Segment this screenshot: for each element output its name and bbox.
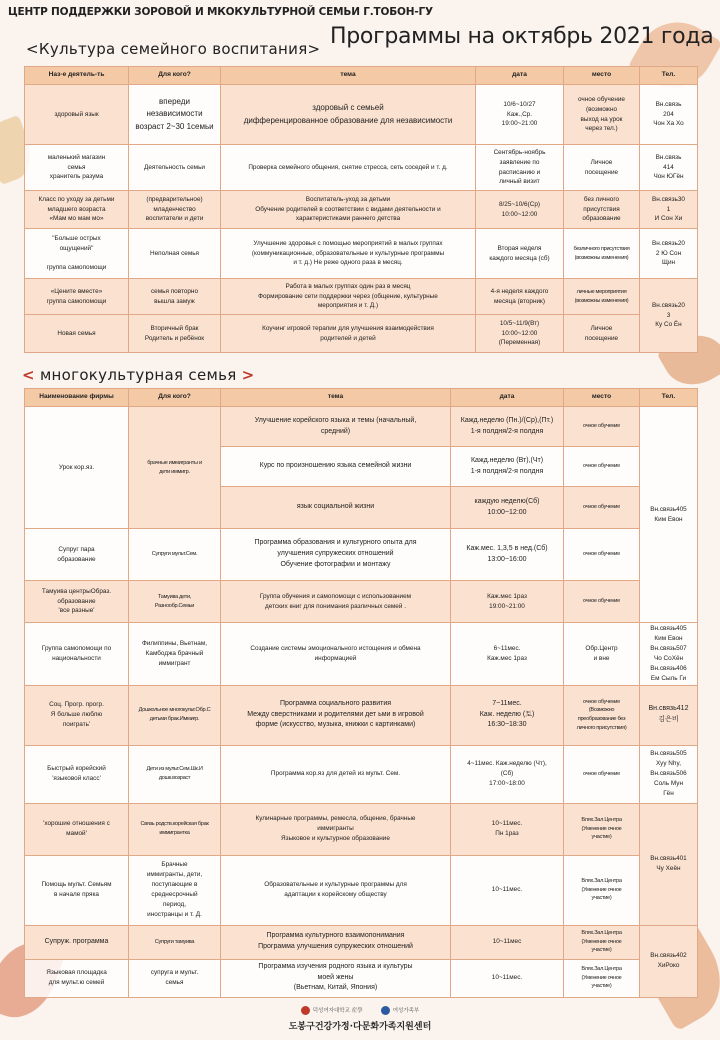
program-place: очное обучение [564, 407, 640, 447]
program-date: 10~11мес [451, 925, 564, 959]
target-group: Вторичный брак Родитель и ребёнок [129, 315, 221, 353]
program-date: 10~11мес. [451, 855, 564, 925]
ministry-logo [381, 1006, 420, 1015]
target-group: семья повторно вышла замуж [129, 279, 221, 315]
program-name: Супруж. программа [25, 925, 129, 959]
program-place: очное обучение [564, 447, 640, 487]
target-group: впереди независимости возраст 2~30 1семьи [129, 85, 221, 145]
program-name: здоровый язык [25, 85, 129, 145]
contact-tel: Вн.связь412 김은비 [640, 685, 698, 745]
program-place: Обр.Центр и вне [564, 623, 640, 686]
program-name: "Больше острых ощущений" группа самопомощи [25, 229, 129, 279]
center-name: 도봉구건강가정·다문화가족지원센터 [288, 1022, 432, 1032]
target-group: Дети из мульт.Сем.Шк.И дошк.возраст [129, 745, 221, 803]
program-name: Супруг пара образование [25, 529, 129, 581]
program-place: очное обучение [564, 581, 640, 623]
program-name: маленький магазин семья хранитель разума [25, 145, 129, 191]
program-place: очное обучение [564, 745, 640, 803]
contact-tel: Вн.связь20 2 Ю Сон Щин [640, 229, 698, 279]
university-logo [301, 1006, 363, 1015]
program-topic: Образовательные и культурные программы для адаптации к корейскому обществу [221, 855, 451, 925]
program-name: Соц. Прогр. прогр. Я больше люблю поиграть' [25, 685, 129, 745]
program-topic: Коучинг игровой терапии для улучшения взаимодействия родителей и детей [221, 315, 476, 353]
contact-tel: Вн.связь405 Ким Евон [640, 407, 698, 623]
ministry-emblem-icon [381, 1006, 390, 1015]
program-place: безличного присутствия (возможны изменения) [564, 229, 640, 279]
program-date: каждую неделю(Сб) 10:00~12:00 [451, 487, 564, 529]
program-name: Тамуива центрыОбраз. образование 'все разные' [25, 581, 129, 623]
header-cell: Тел. [640, 67, 698, 85]
target-group: Брачные иммигранты, дети, поступающие в среднесрочный период, иностранцы и т. Д. [129, 855, 221, 925]
program-name: Новая семья [25, 315, 129, 353]
program-date: 10/5~11/9(Вт) 10:00~12:00 (Переменная) [476, 315, 564, 353]
contact-tel: Вн.связь 414 Чон ЮГён [640, 145, 698, 191]
program-name: Группа самопомощи по национальности [25, 623, 129, 686]
program-place: очное обучение [564, 487, 640, 529]
header-cell: дата [451, 389, 564, 407]
table-row [25, 229, 698, 279]
header-cell: Наз-е деятель-ть [25, 67, 129, 85]
table-row [25, 685, 698, 745]
table-row [25, 407, 698, 447]
section-title-multicultural-family [22, 366, 255, 384]
program-name: «Цените вместе» группа самопомощи [25, 279, 129, 315]
program-name: Класс по уходу за детьми младшего возраста «Мам мо мам мо» [25, 191, 129, 229]
program-place: очное обучение (возможно выход на урок через тел.) [564, 85, 640, 145]
footer-logos [0, 1006, 720, 1015]
header-cell: дата [476, 67, 564, 85]
program-topic: Программа социального развития Между сверстниками и родителями дет ьми в игровой форме (искусство, музыка, книжки с картинками) [221, 685, 451, 745]
program-place: Влях.Зал.Центра (Уменение очное участие) [564, 959, 640, 997]
program-place: Личное посещение [564, 145, 640, 191]
program-date: 10~11мес. Пн 1раз [451, 803, 564, 855]
family-culture-table [24, 66, 698, 353]
program-date: Кажд.неделю (Пн.)/(Ср),(Пт.) 1-я полдня/2-я полдня [451, 407, 564, 447]
program-date: Каж.мес. 1,3,5 в нед.(Сб) 13:00~16:00 [451, 529, 564, 581]
target-group: Супруги тамуива [129, 925, 221, 959]
program-place: без личного присутствия образование [564, 191, 640, 229]
table-row [25, 191, 698, 229]
target-group: Дошкольное многокульт.Обр.С детьми брак.Иммигр. [129, 685, 221, 745]
table-row [25, 623, 698, 686]
target-group: брачные иммигранты и дети иммигр. [129, 407, 221, 529]
header-cell: Наименование фирмы [25, 389, 129, 407]
program-date: 10~11мес. [451, 959, 564, 997]
table-row [25, 529, 698, 581]
target-group: супруга и мульт. семья [129, 959, 221, 997]
multicultural-family-table [24, 388, 698, 998]
program-topic: Кулинарные программы, ремесла, общение, брачные иммигранты Языковое и культурное образование [221, 803, 451, 855]
table-row [25, 745, 698, 803]
target-group: Супруги мульт.Сем. [129, 529, 221, 581]
contact-tel: Вн.связь 204 Чон Ха Хо [640, 85, 698, 145]
university-emblem-icon [301, 1006, 310, 1015]
section-bracket: > [241, 366, 255, 384]
table-row [25, 85, 698, 145]
program-place: личные мероприятия (возможны изменения) [564, 279, 640, 315]
program-name: Быстрый корейский 'языковой класс' [25, 745, 129, 803]
program-topic: Программа изучения родного языка и культуры моей жены (Вьетнам, Китай, Япония) [221, 959, 451, 997]
section-title-family-culture: <Культура семейного воспитания> [26, 40, 321, 58]
program-date: 4-я неделя каждого месяца (вторник) [476, 279, 564, 315]
header-cell: место [564, 389, 640, 407]
header-cell: тема [221, 389, 451, 407]
program-date: 10/6~10/27 Каж.,Ср. 19:00~21:00 [476, 85, 564, 145]
table-row [25, 581, 698, 623]
program-topic: здоровый с семьей дифференцированное образование для независимости [221, 85, 476, 145]
contact-tel: Вн.связь402 ХиРоко [640, 925, 698, 997]
target-group: Филиппины, Вьетнам, Камбоджа брачный иммигрант [129, 623, 221, 686]
program-date: Кажд.неделю (Вт),(Чт) 1-я полдня/2-я полдня [451, 447, 564, 487]
header-cell: место [564, 67, 640, 85]
program-place: Влях.Зал.Центра (Уменение очное участие) [564, 803, 640, 855]
program-topic: язык социальной жизни [221, 487, 451, 529]
program-date: 4~11мес. Каж.неделю (Чт), (Сб) 17:00~18:00 [451, 745, 564, 803]
target-group: Связь родств.корейская брак иммигрантка [129, 803, 221, 855]
table-row [25, 315, 698, 353]
program-date: 6~11мес. Каж.мес 1раз [451, 623, 564, 686]
program-date: Сентябрь-ноябрь заявление по расписанию и личный визит [476, 145, 564, 191]
contact-tel: Вн.связь505 Хуу Nhy, Вн.связь506 Соль Мун Гён [640, 745, 698, 803]
program-topic: Создание системы эмоционального истощения и обмена информацией [221, 623, 451, 686]
program-name: Помощь мульт. Семьям в начале пряка [25, 855, 129, 925]
ministry-logo-text: 여성가족부 [392, 1008, 420, 1014]
program-place: очное обучение (Возможно преобразование без личного присутствия) [564, 685, 640, 745]
target-group: Неполная семья [129, 229, 221, 279]
program-name: 'хорошие отношения с мамой' [25, 803, 129, 855]
table-row [25, 145, 698, 191]
section-title-text: многокультурная семья [34, 366, 242, 384]
header-cell: тема [221, 67, 476, 85]
program-topic: Группа обучения и самопомощи с использованием детских книг для понимания различных семей . [221, 581, 451, 623]
contact-tel: Вн.связь20 3 Ку Со Ён [640, 279, 698, 353]
program-place: Влях.Зал.Центра (Уменение очное участие) [564, 855, 640, 925]
table-row [25, 925, 698, 959]
table-row [25, 959, 698, 997]
table-header-row [25, 67, 698, 85]
header-cell: Для кого? [129, 389, 221, 407]
program-topic: Проверка семейного общения, снятие стресса, сеть соседей и т. д. [221, 145, 476, 191]
program-date: 8/25~10/6(Ср) 10:00~12:00 [476, 191, 564, 229]
table-row [25, 279, 698, 315]
table-row [25, 855, 698, 925]
header-cell: Для кого? [129, 67, 221, 85]
program-topic: Программа культурного взаимопонимания Программа улучшения супружеских отношений [221, 925, 451, 959]
target-group: Деятельность семьи [129, 145, 221, 191]
program-topic: Программа образования и культурного опыта для улучшения супружеских отношений Обучение фотографии и монтажу [221, 529, 451, 581]
footer [0, 1006, 720, 1032]
program-place: очное обучение [564, 529, 640, 581]
program-date: Каж.мес 1раз 19:00~21:00 [451, 581, 564, 623]
page-title: Программы на октябрь 2021 года [330, 24, 714, 49]
program-date: Вторая неделя каждого месяца (сб) [476, 229, 564, 279]
program-place: Личное посещение [564, 315, 640, 353]
section-bracket: < [22, 366, 35, 384]
program-name: Урок кор.яз. [25, 407, 129, 529]
program-topic: Улучшение здоровья с помощью мероприятий в малых группах (коммуникационные, образовательные и культурные программы и т. д.) Не реже одного раза в месяц. [221, 229, 476, 279]
table-row [25, 803, 698, 855]
contact-tel: Вн.связь30 1 И Сон Хи [640, 191, 698, 229]
organization-name: ЦЕНТР ПОДДЕРЖКИ ЗОРОВОЙ И МКОКУЛЬТУРНОЙ СЕМЬИ Г.ТОБОН-ГУ [8, 6, 433, 18]
contact-tel: Вн.связь401 Чу Хеён [640, 803, 698, 925]
program-topic: Курс по произношению языка семейной жизни [221, 447, 451, 487]
contact-tel: Вн.связь405 Ким Евон Вн.связь507 Чо СоХён Вн.связь406 Ем Сыль Ги [640, 623, 698, 686]
program-topic: Улучшение корейского языка и темы (начальный, средний) [221, 407, 451, 447]
target-group: (предварительное) младенчество воспитатели и дети [129, 191, 221, 229]
program-topic: Программа кор.яз для детей из мульт. Сем. [221, 745, 451, 803]
program-name: Языковая площадка для мульт.ю семей [25, 959, 129, 997]
target-group: Тамуива дети, Разнообр.Семьи [129, 581, 221, 623]
table-header-row [25, 389, 698, 407]
program-topic: Воспитатель-уход за детьми Обучение родителей в соответствии с видами деятельности и характеристиками раннего детства [221, 191, 476, 229]
header-cell: Тел. [640, 389, 698, 407]
university-logo-text: 덕성여자대학교 産學 [312, 1008, 363, 1014]
program-topic: Работа в малых группах один раз в месяц Формирование сети поддержки через (общение, культурные мероприятия и т. Д.) [221, 279, 476, 315]
program-place: Влях.Зал.Центра (Уменение очное участие) [564, 925, 640, 959]
program-date: 7~11мес. Каж. неделю (토) 16:30~18:30 [451, 685, 564, 745]
